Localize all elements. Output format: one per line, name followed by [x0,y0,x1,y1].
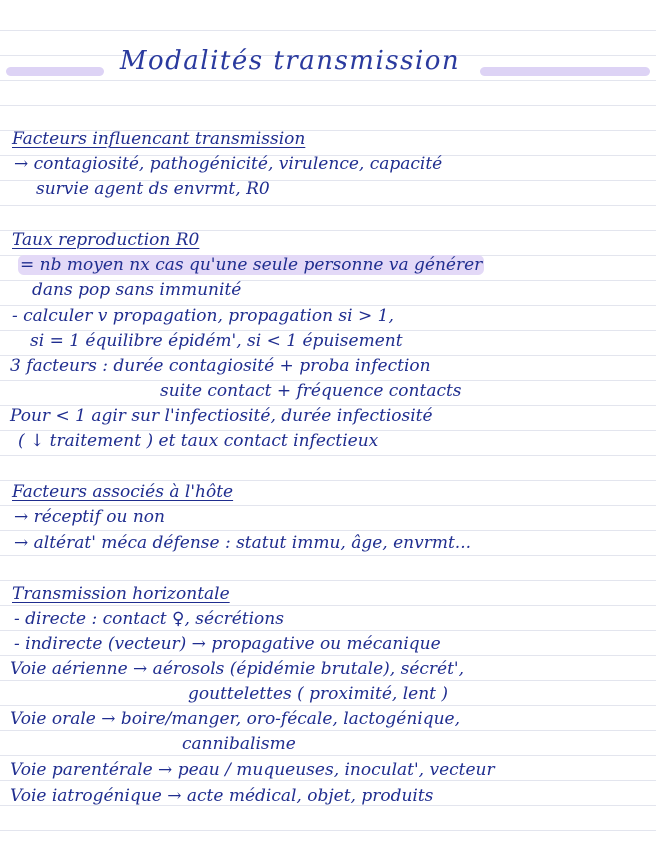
text-line: suite contact + fréquence contacts [160,381,462,401]
text-line: → contagiosité, pathogénicité, virulence, capacité [14,154,443,174]
text-line: Pour < 1 agir sur l'infectiosité, durée infectiosité [10,406,433,426]
text-line: Voie orale → boire/manger, oro-fécale, lactogénique, [10,709,461,729]
text-line: dans pop sans immunité [32,280,242,300]
text-line: 3 facteurs : durée contagiosité + proba infection [10,356,431,376]
section-heading-facteurs: Facteurs influencant transmission [12,129,306,149]
text-line: Voie aérienne → aérosols (épidémie brutale), sécrét', [10,659,465,679]
section-heading-taux-reproduction: Taux reproduction R0 [12,230,200,250]
page-title: Modalités transmission [119,46,461,76]
title-highlight-right [480,67,650,76]
text-line: ( ↓ traitement ) et taux contact infectieux [18,431,379,451]
text-line: Voie iatrogénique → acte médical, objet, produits [10,786,434,806]
text-line: - directe : contact ♀, sécrétions [14,609,284,629]
highlight: = nb moyen nx cas qu'une seule personne va générer [20,255,483,275]
text-line: - indirecte (vecteur) → propagative ou mécanique [14,634,441,654]
text-line: Voie parentérale → peau / muqueuses, inoculat', vecteur [10,760,495,780]
section-heading-transmission-horizontale: Transmission horizontale [12,584,230,604]
text-line: si = 1 équilibre épidém', si < 1 épuisement [30,331,403,351]
text-line-highlighted [18,254,484,276]
title-row [0,44,656,84]
text-line: → altérat' méca défense : statut immu, âge, envrmt... [14,533,472,553]
text-line: survie agent ds envrmt, R0 [36,179,270,199]
text-line: → réceptif ou non [14,507,165,527]
text-line: - calculer v propagation, propagation si > 1, [12,306,394,326]
text-line: cannibalisme [182,734,296,754]
text-line: gouttelettes ( proximité, lent ) [188,684,449,704]
title-highlight-left [6,67,104,76]
section-heading-facteurs-hote: Facteurs associés à l'hôte [12,482,234,502]
